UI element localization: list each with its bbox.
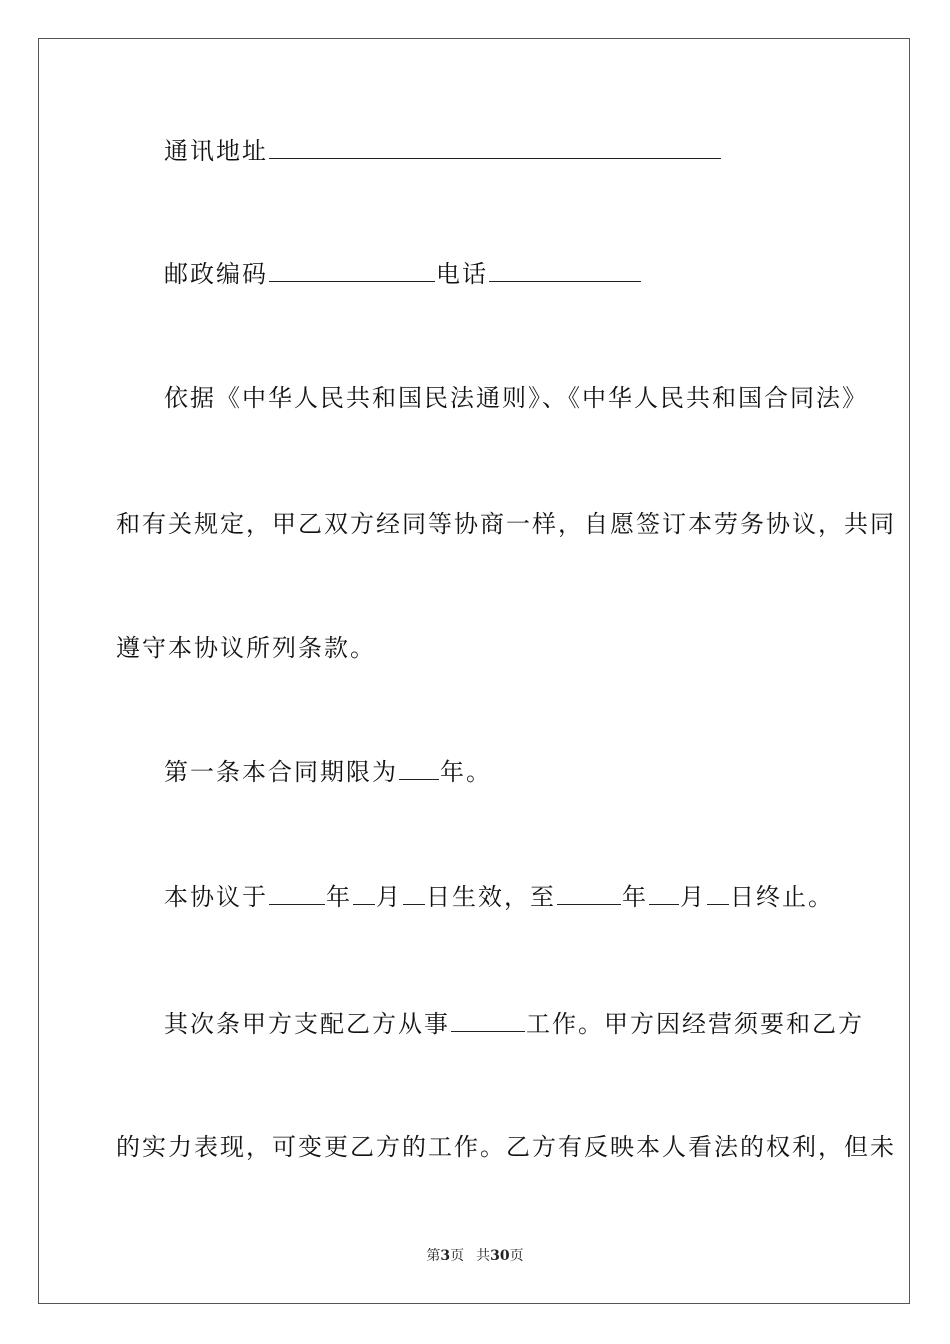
page-frame [38, 38, 910, 1304]
article2-prefix: 其次条甲方支配乙方从事 [164, 1010, 450, 1038]
page-prefix: 第 [426, 1248, 441, 1264]
start-year-label: 年 [326, 883, 352, 911]
end-day-label: 日终止。 [730, 883, 834, 911]
end-year-label: 年 [622, 883, 648, 911]
basis-line-3: 遵守本协议所列条款。 [116, 634, 376, 662]
article1-prefix: 第一条本合同期限为 [164, 758, 398, 786]
postal-phone-line [164, 259, 642, 289]
start-day-blank [403, 882, 425, 905]
page-total: 30 [490, 1248, 510, 1264]
address-label: 通讯地址 [164, 137, 268, 165]
end-year-blank [557, 882, 621, 905]
postal-blank [269, 259, 435, 282]
end-month-blank [649, 882, 679, 905]
article1-suffix: 年。 [440, 758, 492, 786]
postal-label: 邮政编码 [164, 260, 268, 288]
address-blank [269, 136, 721, 159]
total-suffix: 页 [509, 1248, 524, 1264]
start-month-blank [353, 882, 375, 905]
page-number-footer [0, 1247, 950, 1265]
page-mid: 页 [450, 1248, 465, 1264]
job-blank [451, 1009, 525, 1032]
start-year-blank [269, 882, 325, 905]
phone-label: 电话 [436, 260, 488, 288]
effective-prefix: 本协议于 [164, 883, 268, 911]
effective-dates-line [164, 882, 834, 912]
phone-blank [489, 259, 641, 282]
article1-line [164, 757, 492, 787]
total-prefix: 共 [476, 1248, 491, 1264]
article2-line-2: 的实力表现，可变更乙方的工作。乙方有反映本人看法的权利，但未 [116, 1133, 896, 1161]
basis-line-1: 依据《中华人民共和国民法通则》、《中华人民共和国合同法》 [164, 384, 868, 412]
effective-day-to: 日生效，至 [426, 883, 556, 911]
page-current: 3 [440, 1248, 451, 1264]
article2-suffix: 工作。甲方因经营须要和乙方 [526, 1010, 864, 1038]
article2-line-1 [164, 1009, 864, 1039]
term-years-blank [399, 757, 439, 780]
end-month-label: 月 [680, 883, 706, 911]
start-month-label: 月 [376, 883, 402, 911]
end-day-blank [707, 882, 729, 905]
address-line [164, 136, 722, 166]
basis-line-2: 和有关规定，甲乙双方经同等协商一样，自愿签订本劳务协议，共同 [116, 510, 896, 538]
